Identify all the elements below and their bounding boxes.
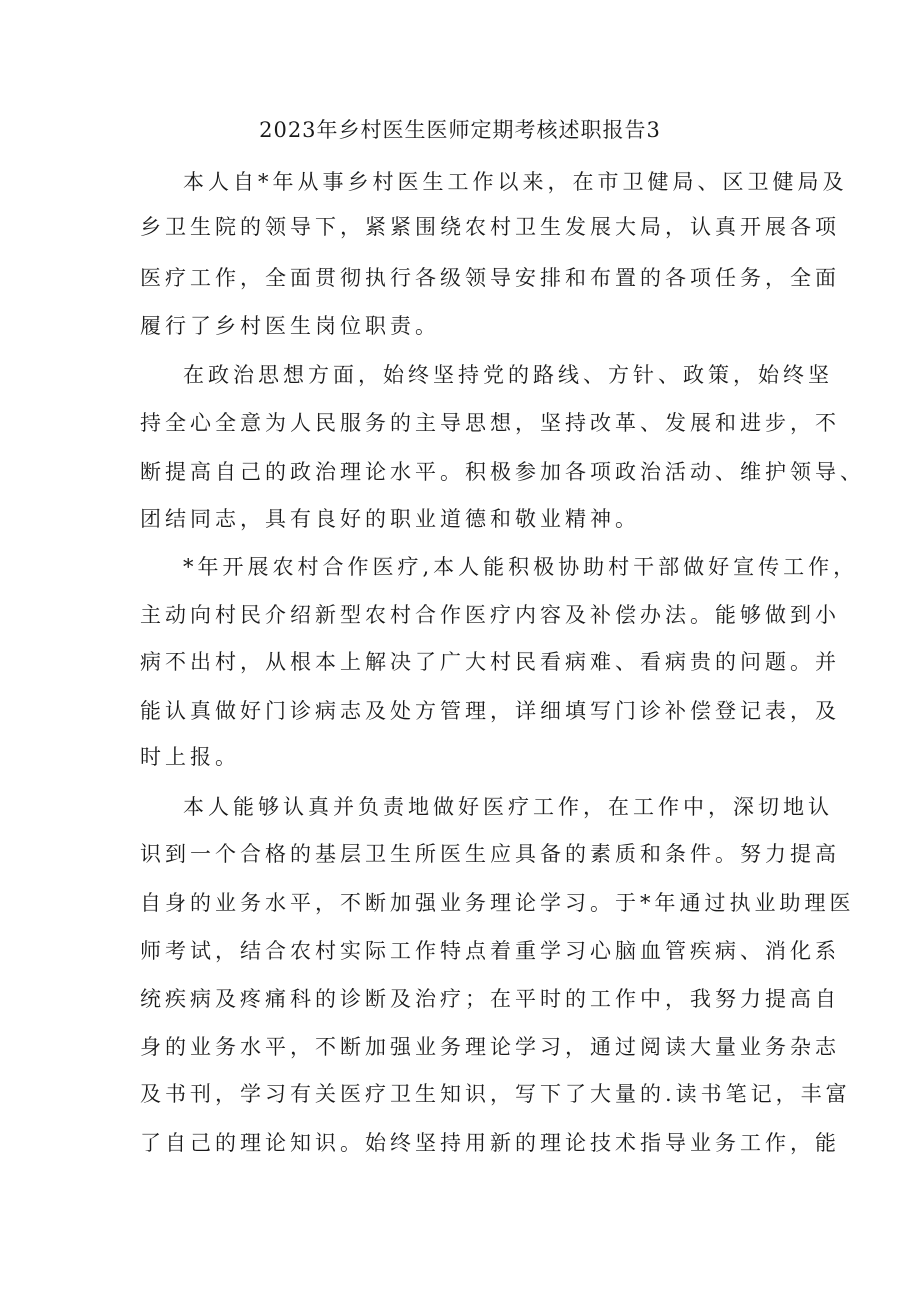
paragraph-line: 断提高自己的政治理论水平。积极参加各项政治活动、维护领导、 [140,460,865,484]
paragraph-line: 自身的业务水平，不断加强业务理论学习。于*年通过执业助理医 [140,891,855,915]
paragraph-line: 及书刊，学习有关医疗卫生知识，写下了大量的.读书笔记，丰富 [140,1082,851,1106]
paragraph-line: 能认真做好门诊病志及处方管理，详细填写门诊补偿登记表，及 [140,699,840,723]
paragraph-line: 病不出村，从根本上解决了广大村民看病难、看病贵的问题。并 [140,650,840,674]
paragraph-line: 履行了乡村医生岗位职责。 [140,314,440,338]
paragraph-line: 师考试，结合农村实际工作特点着重学习心脑血管疾病、消化系 [140,939,840,963]
paragraph-line: 团结同志，具有良好的职业道德和敬业精神。 [140,507,640,531]
paragraph-line: 乡卫生院的领导下，紧紧围绕农村卫生发展大局，认真开展各项 [140,215,840,239]
paragraph-line: 本人能够认真并负责地做好医疗工作，在工作中，深切地认 [183,795,833,819]
paragraph-line: 了自己的理论知识。始终坚持用新的理论技术指导业务工作，能 [140,1131,840,1155]
paragraph-line: 持全心全意为人民服务的主导思想，坚持改革、发展和进步，不 [140,411,840,435]
paragraph-line: 身的业务水平，不断加强业务理论学习，通过阅读大量业务杂志 [140,1035,840,1059]
document-title: 2023年乡村医生医师定期考核述职报告3 [259,118,661,142]
paragraph-line: 在政治思想方面，始终坚持党的路线、方针、政策，始终坚 [183,363,833,387]
paragraph-line: 本人自*年从事乡村医生工作以来，在市卫健局、区卫健局及 [183,170,848,194]
paragraph-line: *年开展农村合作医疗,本人能积极协助村干部做好宣传工作， [183,555,859,579]
paragraph-line: 识到一个合格的基层卫生所医生应具备的素质和条件。努力提高 [140,842,840,866]
paragraph-line: 主动向村民介绍新型农村合作医疗内容及补偿办法。能够做到小 [140,603,840,627]
paragraph-line: 医疗工作，全面贯彻执行各级领导安排和布置的各项任务，全面 [140,266,840,290]
paragraph-line: 时上报。 [140,745,240,769]
paragraph-line: 统疾病及疼痛科的诊断及治疗；在平时的工作中，我努力提高自 [140,987,840,1011]
